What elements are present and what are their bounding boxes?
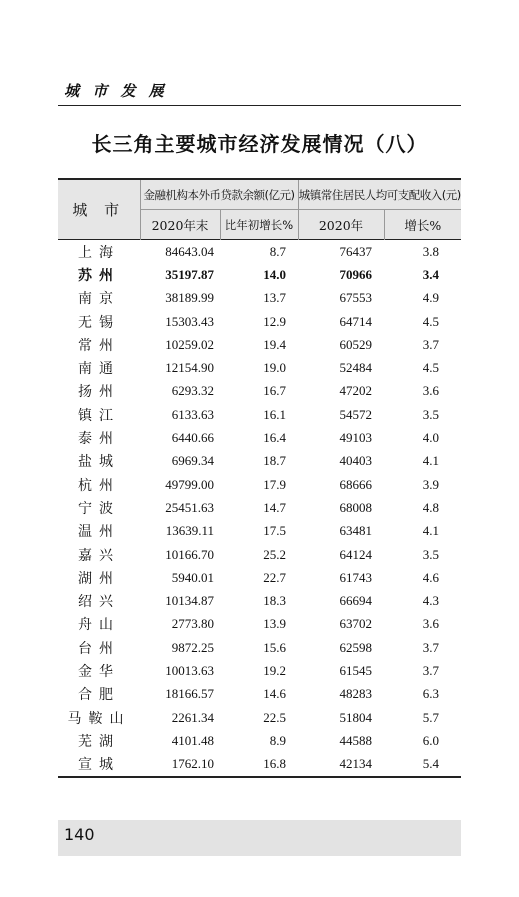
table-row — [58, 287, 461, 310]
loan-balance-cell: 15303.43 — [165, 313, 214, 329]
loan-growth-cell: 12.9 — [263, 313, 287, 329]
table-row — [58, 683, 461, 706]
loan-balance-cell: 6293.32 — [171, 383, 214, 399]
header-rule — [58, 105, 461, 106]
loan-balance-cell: 13639.11 — [165, 523, 214, 539]
loan-growth-cell: 16.1 — [263, 406, 287, 422]
table-row — [58, 520, 461, 543]
page-title: 长三角主要城市经济发展情况（八） — [91, 132, 428, 156]
income-cell: 68666 — [339, 476, 373, 492]
table-row — [58, 613, 461, 636]
income-cell: 62598 — [339, 639, 373, 655]
table-row — [58, 263, 461, 286]
table-row — [58, 543, 461, 566]
page-number: 140 — [64, 825, 95, 844]
income-cell: 68008 — [339, 499, 373, 515]
income-growth-cell: 3.7 — [422, 639, 440, 655]
income-cell: 52484 — [339, 360, 373, 376]
loan-growth-cell: 18.7 — [263, 453, 287, 469]
table-row — [58, 403, 461, 426]
table-row — [58, 333, 461, 356]
loan-growth-cell: 16.4 — [263, 430, 287, 446]
city-cell: 盐城 — [78, 454, 120, 471]
income-growth-cell: 4.0 — [422, 430, 440, 446]
income-cell: 61743 — [339, 569, 373, 585]
loan-growth-cell: 16.7 — [263, 383, 287, 399]
loan-growth-cell: 17.5 — [263, 523, 287, 539]
loan-growth-cell: 22.5 — [263, 709, 287, 725]
table-row — [58, 356, 461, 379]
loan-balance-cell: 49799.00 — [165, 476, 214, 492]
income-growth-cell: 4.5 — [422, 313, 440, 329]
city-cell: 泰州 — [78, 431, 120, 448]
loan-growth-cell: 14.7 — [263, 499, 287, 515]
income-growth-cell: 6.0 — [422, 732, 440, 748]
income-cell: 60529 — [339, 336, 373, 352]
income-growth-cell: 4.1 — [422, 523, 440, 539]
city-cell: 扬州 — [78, 384, 120, 401]
loan-balance-cell: 1762.10 — [140, 753, 220, 777]
income-cell: 67553 — [339, 290, 373, 306]
income-cell: 47202 — [339, 383, 373, 399]
city-column-header: 城 市 — [58, 179, 140, 240]
income-growth-cell: 3.7 — [422, 336, 440, 352]
loan-2020-end-header: 2020年末 — [140, 210, 220, 240]
loan-balance-cell: 9872.25 — [171, 639, 214, 655]
city-cell: 南通 — [78, 361, 120, 378]
loan-growth-cell: 14.0 — [263, 266, 287, 282]
income-growth-cell: 4.9 — [422, 290, 440, 306]
loan-growth-cell: 8.7 — [220, 240, 298, 264]
loan-balance-cell: 38189.99 — [165, 290, 214, 306]
city-cell: 合肥 — [78, 687, 120, 704]
footer-bar — [58, 820, 461, 856]
loan-balance-cell: 4101.48 — [171, 732, 214, 748]
city-cell: 上海 — [58, 240, 140, 264]
income-cell: 54572 — [339, 406, 373, 422]
table-row — [58, 240, 461, 264]
income-cell: 40403 — [339, 453, 373, 469]
loan-growth-cell: 19.4 — [263, 336, 287, 352]
city-cell: 南京 — [78, 291, 120, 308]
income-growth-cell: 3.4 — [422, 266, 440, 282]
city-cell: 湖州 — [78, 570, 120, 587]
loan-balance-cell: 84643.04 — [140, 240, 220, 264]
income-growth-cell: 3.6 — [422, 383, 440, 399]
table-row — [58, 636, 461, 659]
income-group-header: 城镇常住居民人均可支配收入(元) — [298, 179, 461, 210]
loan-balance-cell: 6969.34 — [171, 453, 214, 469]
table-row — [58, 426, 461, 449]
city-cell: 宣城 — [58, 753, 140, 777]
income-growth-cell: 6.3 — [422, 686, 440, 702]
loan-balance-cell: 5940.01 — [171, 569, 214, 585]
income-growth-cell: 5.7 — [422, 709, 440, 725]
income-cell: 49103 — [339, 430, 373, 446]
income-cell: 48283 — [339, 686, 373, 702]
income-cell: 64124 — [339, 546, 373, 562]
loan-growth-cell: 18.3 — [263, 593, 287, 609]
statistics-table — [58, 178, 461, 778]
table-row — [58, 473, 461, 496]
city-cell: 马鞍山 — [67, 710, 131, 727]
table-body — [58, 240, 461, 777]
table-row — [58, 706, 461, 729]
loan-growth-cell: 17.9 — [263, 476, 287, 492]
income-growth-cell: 3.9 — [422, 476, 440, 492]
loan-growth-cell: 13.9 — [263, 616, 287, 632]
loan-balance-cell: 35197.87 — [165, 266, 214, 282]
loan-balance-cell: 10166.70 — [165, 546, 214, 562]
income-growth-cell: 4.5 — [422, 360, 440, 376]
income-growth-cell: 3.5 — [422, 406, 440, 422]
loan-growth-cell: 14.6 — [263, 686, 287, 702]
income-cell: 76437 — [298, 240, 384, 264]
city-cell: 苏州 — [78, 267, 120, 284]
loan-balance-cell: 2773.80 — [171, 616, 214, 632]
loan-growth-cell: 15.6 — [263, 639, 287, 655]
city-cell: 舟山 — [78, 617, 120, 634]
city-cell: 镇江 — [78, 407, 120, 424]
income-2020-header: 2020年 — [298, 210, 384, 240]
loan-balance-cell: 12154.90 — [165, 360, 214, 376]
table-row — [58, 729, 461, 752]
income-growth-cell: 3.5 — [422, 546, 440, 562]
table-row — [58, 566, 461, 589]
income-growth-cell: 5.4 — [384, 753, 461, 777]
loan-growth-cell: 13.7 — [263, 290, 287, 306]
loan-balance-cell: 6440.66 — [171, 430, 214, 446]
table-row — [58, 753, 461, 777]
city-cell: 无锡 — [78, 314, 120, 331]
city-cell: 常州 — [78, 337, 120, 354]
city-cell: 嘉兴 — [78, 547, 120, 564]
section-header: 城 市 发 展 — [64, 82, 168, 100]
loan-balance-cell: 25451.63 — [165, 499, 214, 515]
loan-growth-cell: 8.9 — [269, 732, 287, 748]
income-cell: 64714 — [339, 313, 373, 329]
income-growth-cell: 4.8 — [422, 499, 440, 515]
city-cell: 台州 — [78, 640, 120, 657]
income-cell: 63481 — [339, 523, 373, 539]
table-row — [58, 589, 461, 612]
income-cell: 44588 — [339, 732, 373, 748]
income-growth-cell: 3.6 — [422, 616, 440, 632]
loan-growth-cell: 19.0 — [263, 360, 287, 376]
income-growth-cell: 4.6 — [422, 569, 440, 585]
loan-balance-cell: 10134.87 — [165, 593, 214, 609]
income-cell: 66694 — [339, 593, 373, 609]
income-cell: 70966 — [339, 266, 373, 282]
table-row — [58, 310, 461, 333]
income-cell: 51804 — [339, 709, 373, 725]
city-cell: 温州 — [78, 524, 120, 541]
loan-balance-cell: 2261.34 — [171, 709, 214, 725]
loan-balance-cell: 10259.02 — [165, 336, 214, 352]
table-row — [58, 380, 461, 403]
city-cell: 宁波 — [78, 500, 120, 517]
loan-balance-group-header: 金融机构本外币贷款余额(亿元) — [140, 179, 298, 210]
income-growth-cell: 3.7 — [422, 662, 440, 678]
income-growth-cell: 4.1 — [422, 453, 440, 469]
city-cell: 绍兴 — [78, 594, 120, 611]
table-row — [58, 659, 461, 682]
income-cell: 63702 — [339, 616, 373, 632]
city-cell: 金华 — [78, 663, 120, 680]
city-cell: 芜湖 — [78, 733, 120, 750]
loan-balance-cell: 10013.63 — [165, 662, 214, 678]
table-row — [58, 450, 461, 473]
table-row — [58, 496, 461, 519]
loan-balance-cell: 18166.57 — [165, 686, 214, 702]
loan-growth-cell: 19.2 — [263, 662, 287, 678]
income-cell: 61545 — [339, 662, 373, 678]
loan-growth-cell: 16.8 — [220, 753, 298, 777]
city-cell: 杭州 — [78, 477, 120, 494]
loan-growth-cell: 25.2 — [263, 546, 287, 562]
loan-growth-cell: 22.7 — [263, 569, 287, 585]
loan-growth-header: 比年初增长% — [220, 210, 298, 240]
income-growth-header: 增长% — [384, 210, 461, 240]
income-growth-cell: 4.3 — [422, 593, 440, 609]
loan-balance-cell: 6133.63 — [171, 406, 214, 422]
income-growth-cell: 3.8 — [384, 240, 461, 264]
income-cell: 42134 — [298, 753, 384, 777]
